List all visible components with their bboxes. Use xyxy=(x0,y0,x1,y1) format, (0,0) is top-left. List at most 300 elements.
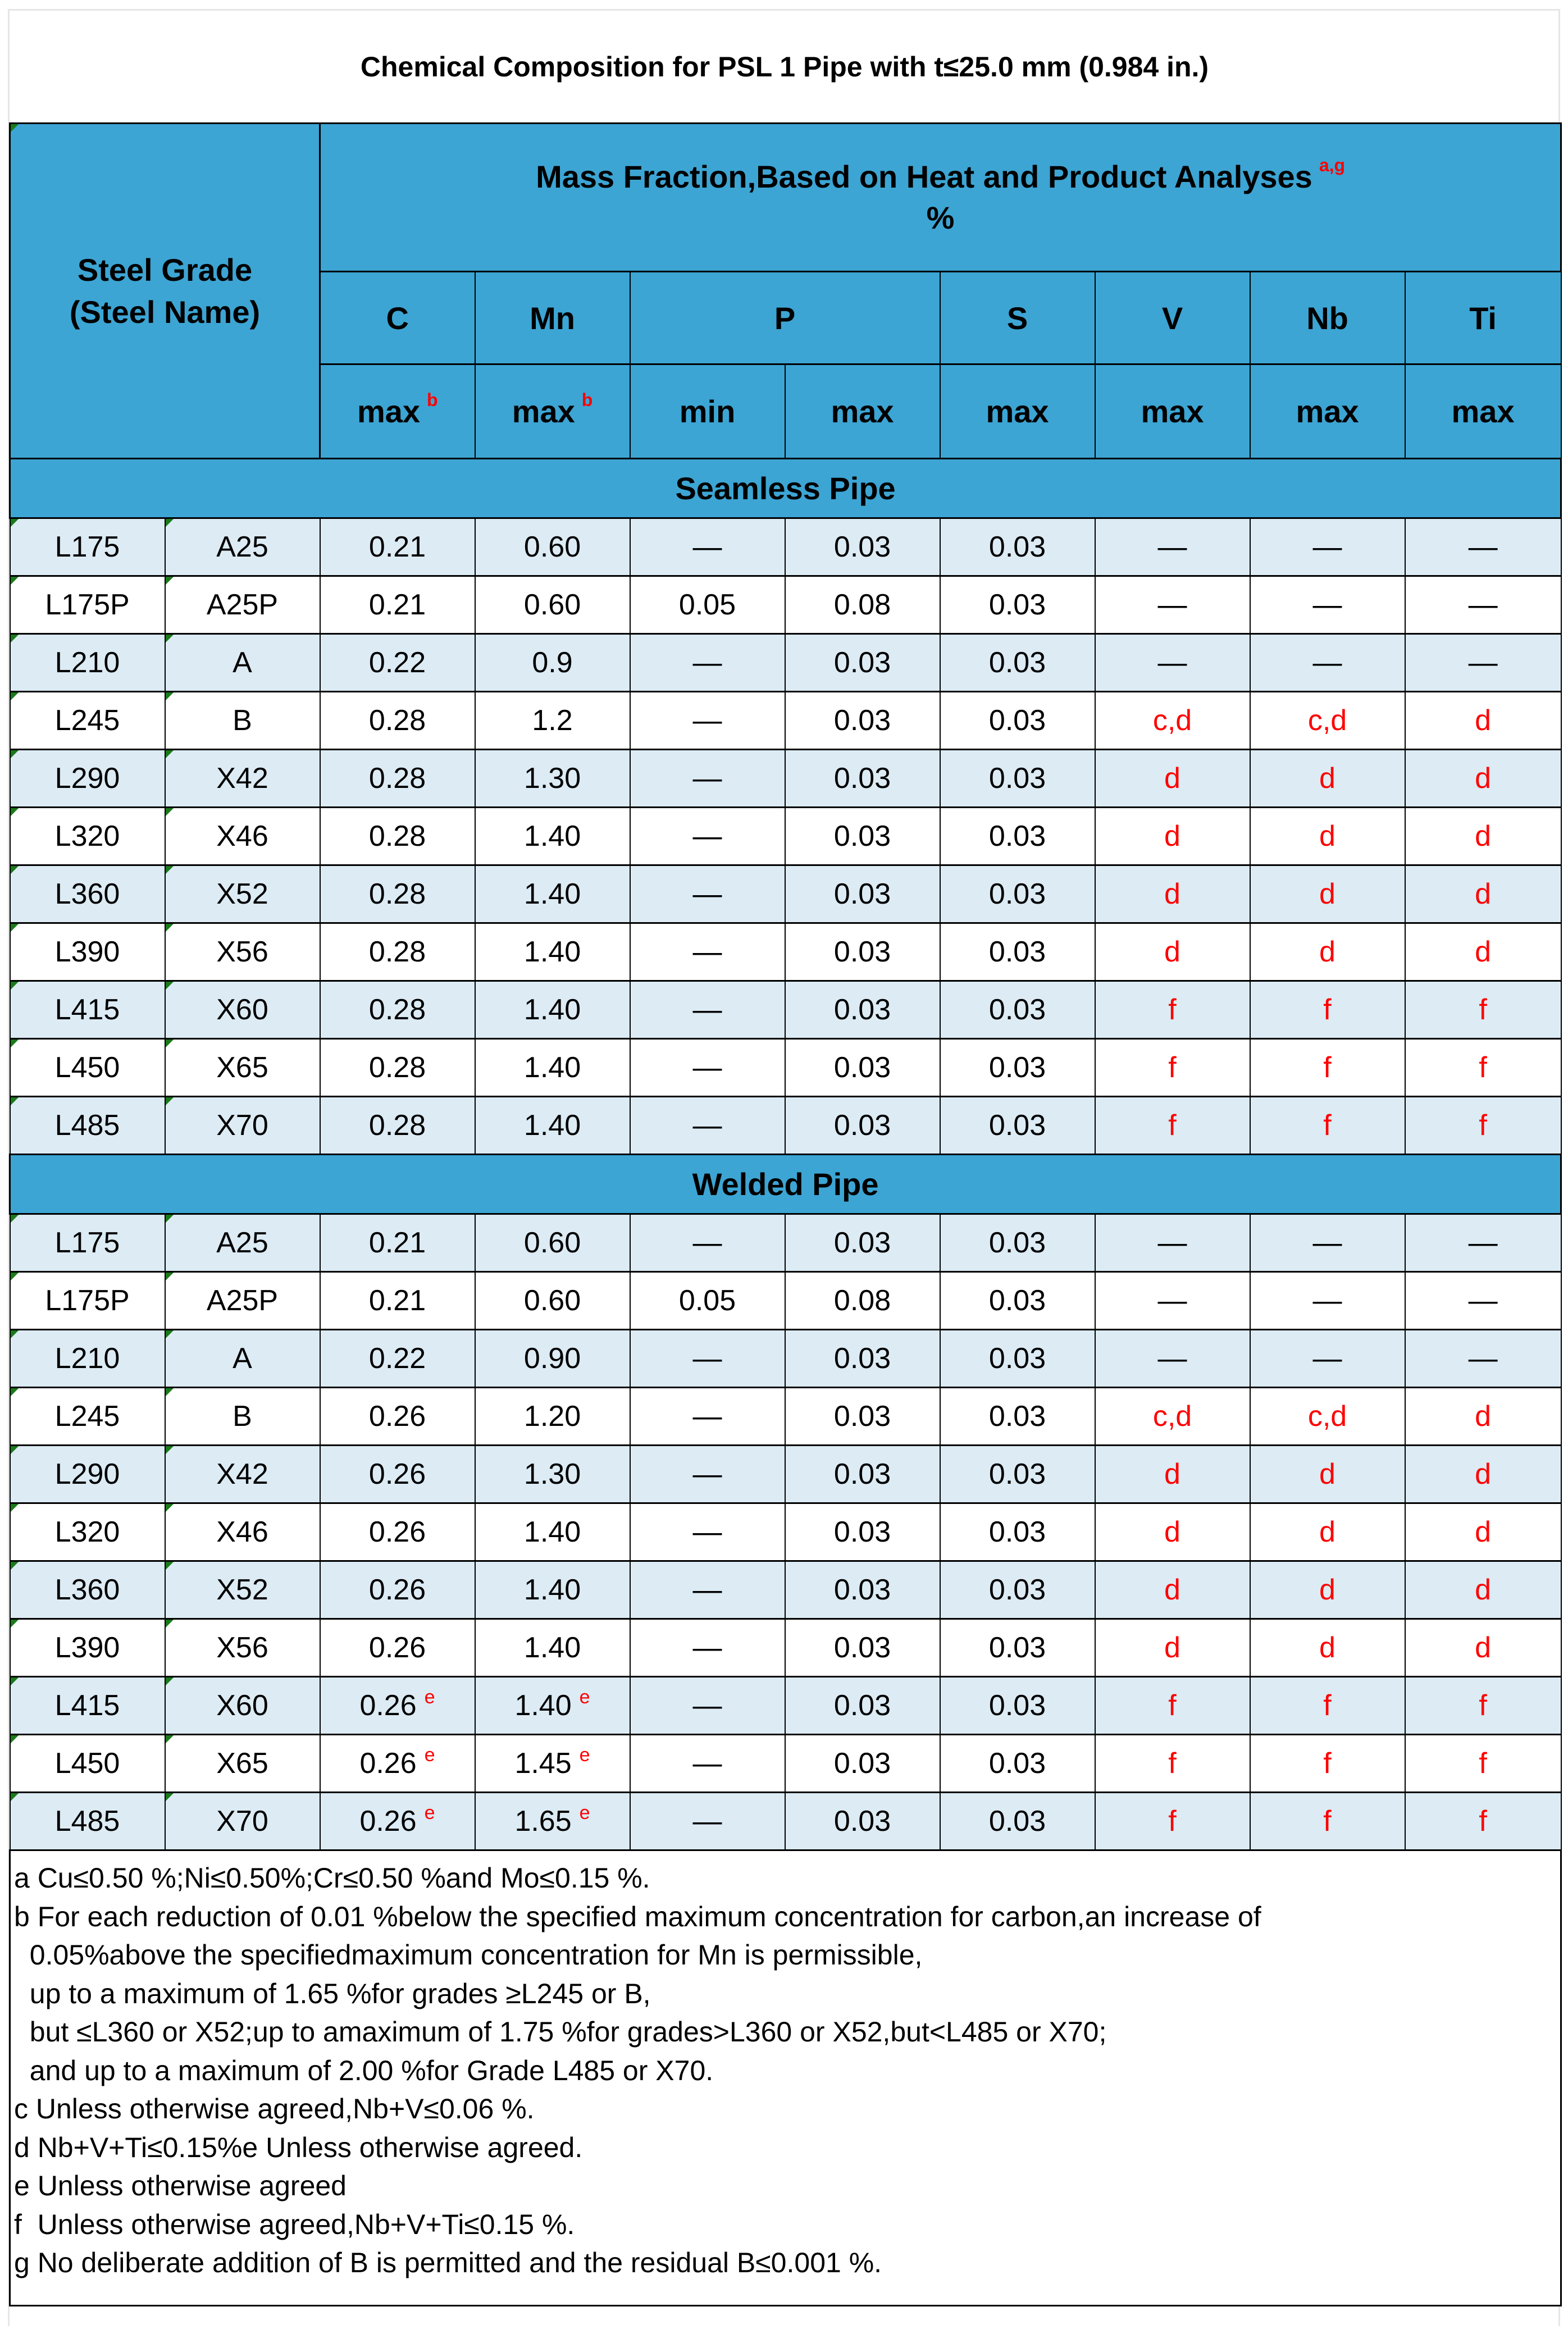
cell-value: 0.21 xyxy=(368,1284,426,1317)
cell-value: 0.03 xyxy=(833,993,891,1026)
v-cell xyxy=(1095,518,1250,576)
v-cell xyxy=(1095,1214,1250,1272)
steel-grade-label: Steel Grade xyxy=(77,252,253,288)
grade-cell xyxy=(10,634,165,692)
cell-value: — xyxy=(1468,589,1498,621)
grade-cell xyxy=(10,981,165,1039)
cell-value: B xyxy=(233,704,252,737)
section-title: Seamless Pipe xyxy=(10,459,1561,518)
cell-value: 0.21 xyxy=(368,1227,426,1259)
p-max-cell xyxy=(785,1388,940,1446)
p-min-cell xyxy=(630,1446,785,1503)
v-cell xyxy=(1095,1039,1250,1097)
section-band xyxy=(10,459,1561,518)
v-cell xyxy=(1095,981,1250,1039)
cell-value: f xyxy=(1479,993,1487,1026)
cell-value: f xyxy=(1479,1051,1487,1084)
cell-value: f xyxy=(1323,1051,1332,1084)
cell-value: — xyxy=(692,646,722,679)
cell-value: — xyxy=(1312,646,1342,679)
cell-value: 0.60 xyxy=(523,531,581,563)
cell-value: — xyxy=(692,1227,722,1259)
p-max-cell xyxy=(785,808,940,865)
c-cell xyxy=(320,1039,475,1097)
p-max-cell xyxy=(785,1503,940,1561)
cell-value: 0.05 xyxy=(678,1284,736,1317)
p-min-cell xyxy=(630,808,785,865)
name-cell xyxy=(165,1735,320,1793)
v-cell xyxy=(1095,923,1250,981)
cell-value: 0.03 xyxy=(988,878,1046,910)
cell-value: 0.26 xyxy=(359,1747,417,1780)
cell-value: c,d xyxy=(1307,704,1347,737)
cell-value: — xyxy=(692,1051,722,1084)
ti-cell xyxy=(1405,576,1561,634)
s-cell xyxy=(940,981,1095,1039)
cell-value: d xyxy=(1475,1458,1492,1490)
cell-value: X46 xyxy=(216,820,268,853)
cell-value: X70 xyxy=(216,1109,268,1142)
grade-cell xyxy=(10,1793,165,1850)
cell-value: L210 xyxy=(54,646,120,679)
p-max-cell xyxy=(785,634,940,692)
ti-cell xyxy=(1405,1677,1561,1735)
cell-value: — xyxy=(1157,589,1187,621)
grade-cell xyxy=(10,1330,165,1388)
mn-cell xyxy=(475,518,630,576)
cell-value: 0.03 xyxy=(988,936,1046,968)
cell-value: 0.03 xyxy=(988,1400,1046,1433)
cell-value: L290 xyxy=(54,762,120,795)
mn-cell xyxy=(475,1735,630,1793)
c-cell xyxy=(320,692,475,750)
cell-value: 1.40 xyxy=(523,1051,581,1084)
v-cell xyxy=(1095,1561,1250,1619)
cell-value: 0.26 xyxy=(359,1689,417,1722)
cell-value: X65 xyxy=(216,1051,268,1084)
table-row xyxy=(10,865,1561,923)
cell-value: — xyxy=(692,1805,722,1838)
mass-fraction-footnote: a,g xyxy=(1319,155,1346,176)
nb-cell xyxy=(1250,1503,1405,1561)
c-cell xyxy=(320,1503,475,1561)
cell-value: 0.22 xyxy=(368,646,426,679)
cell-value: c,d xyxy=(1152,1400,1192,1433)
cell-value: 1.30 xyxy=(523,1458,581,1490)
nb-cell xyxy=(1250,1793,1405,1850)
name-cell xyxy=(165,865,320,923)
mass-fraction-header xyxy=(320,124,1561,272)
p-max-cell xyxy=(785,750,940,808)
table-row xyxy=(10,692,1561,750)
table-row xyxy=(10,518,1561,576)
cell-value: L175 xyxy=(54,531,120,563)
steel-grade-header xyxy=(10,124,320,459)
cell-value: 0.03 xyxy=(988,1805,1046,1838)
cell-value: 0.9 xyxy=(532,646,573,679)
cell-value: — xyxy=(692,704,722,737)
grade-cell xyxy=(10,750,165,808)
cell-value: f xyxy=(1168,993,1177,1026)
mn-cell xyxy=(475,1446,630,1503)
p-max-cell xyxy=(785,1039,940,1097)
element-header-p: P xyxy=(630,271,940,364)
cell-value: — xyxy=(692,820,722,853)
grade-cell xyxy=(10,576,165,634)
cell-value: 0.03 xyxy=(833,762,891,795)
mn-cell xyxy=(475,923,630,981)
v-cell xyxy=(1095,865,1250,923)
nb-cell xyxy=(1250,1214,1405,1272)
p-min-cell xyxy=(630,1619,785,1677)
nb-cell xyxy=(1250,981,1405,1039)
element-header-ti: Ti xyxy=(1405,271,1561,364)
cell-value: X46 xyxy=(216,1516,268,1548)
cell-value: f xyxy=(1168,1109,1177,1142)
cell-value: 0.08 xyxy=(833,589,891,621)
cell-value: — xyxy=(1157,531,1187,563)
cell-value: 0.28 xyxy=(368,936,426,968)
cell-value: L390 xyxy=(54,1631,120,1664)
c-cell xyxy=(320,1677,475,1735)
cell-value: 1.40 xyxy=(523,878,581,910)
table-row xyxy=(10,1330,1561,1388)
cell-value: 1.40 xyxy=(523,1516,581,1548)
s-cell xyxy=(940,576,1095,634)
ti-cell xyxy=(1405,1735,1561,1793)
section-band xyxy=(10,1155,1561,1214)
c-cell xyxy=(320,1388,475,1446)
cell-value: — xyxy=(1312,531,1342,563)
cell-value: 0.03 xyxy=(988,1689,1046,1722)
cell-value: — xyxy=(692,936,722,968)
cell-value: d xyxy=(1164,1631,1180,1664)
p-min-cell xyxy=(630,750,785,808)
header-row-1 xyxy=(10,124,1561,272)
footnote-line: f Unless otherwise agreed,Nb+V+Ti≤0.15 %. xyxy=(14,2208,575,2240)
cell-value: — xyxy=(1468,646,1498,679)
v-cell xyxy=(1095,1446,1250,1503)
cell-value: — xyxy=(1157,646,1187,679)
mn-cell xyxy=(475,1214,630,1272)
name-cell xyxy=(165,1272,320,1330)
c-cell xyxy=(320,1619,475,1677)
grade-cell xyxy=(10,808,165,865)
footnote-marker: e xyxy=(424,1686,435,1708)
cell-value: 0.28 xyxy=(368,993,426,1026)
grade-cell xyxy=(10,865,165,923)
ti-cell xyxy=(1405,923,1561,981)
limit-footnote: b xyxy=(581,390,593,411)
limit-label: max xyxy=(357,394,421,430)
p-max-cell xyxy=(785,1214,940,1272)
cell-value: d xyxy=(1319,936,1335,968)
v-cell xyxy=(1095,1503,1250,1561)
name-cell xyxy=(165,1619,320,1677)
ti-cell xyxy=(1405,1446,1561,1503)
section-title: Welded Pipe xyxy=(10,1155,1561,1214)
footnote-marker: e xyxy=(579,1686,590,1708)
s-cell xyxy=(940,1735,1095,1793)
cell-value: L390 xyxy=(54,936,120,968)
cell-value: 1.40 xyxy=(523,1631,581,1664)
name-cell xyxy=(165,1446,320,1503)
footnote-line: c Unless otherwise agreed,Nb+V≤0.06 %. xyxy=(14,2093,535,2125)
cell-value: 0.60 xyxy=(523,1284,581,1317)
cell-value: 0.03 xyxy=(988,762,1046,795)
footnote-marker: e xyxy=(424,1802,435,1824)
cell-value: L360 xyxy=(54,878,120,910)
cell-value: 0.03 xyxy=(833,531,891,563)
cell-value: d xyxy=(1164,878,1180,910)
c-cell xyxy=(320,981,475,1039)
name-cell xyxy=(165,1677,320,1735)
p-max-cell xyxy=(785,1677,940,1735)
cell-value: L320 xyxy=(54,820,120,853)
ti-cell xyxy=(1405,1039,1561,1097)
table-row xyxy=(10,1388,1561,1446)
s-cell xyxy=(940,634,1095,692)
cell-value: 0.03 xyxy=(988,1631,1046,1664)
footnote-line: but ≤L360 or X52;up to amaximum of 1.75 %for grades>L360 or X52,but<L485 or X70; xyxy=(14,2016,1107,2048)
cell-value: 0.28 xyxy=(368,1051,426,1084)
ti-cell xyxy=(1405,634,1561,692)
ti-cell xyxy=(1405,1272,1561,1330)
nb-cell xyxy=(1250,750,1405,808)
v-cell xyxy=(1095,808,1250,865)
limit-header-nb: max xyxy=(1250,364,1405,459)
s-cell xyxy=(940,1097,1095,1155)
limit-header-c xyxy=(320,364,475,459)
element-header-mn: Mn xyxy=(475,271,630,364)
v-cell xyxy=(1095,634,1250,692)
table-title: Chemical Composition for PSL 1 Pipe with t≤25.0 mm (0.984 in.) xyxy=(360,51,1209,83)
cell-value: 0.60 xyxy=(523,1227,581,1259)
ti-cell xyxy=(1405,1330,1561,1388)
c-cell xyxy=(320,634,475,692)
cell-value: — xyxy=(692,531,722,563)
ti-cell xyxy=(1405,1503,1561,1561)
cell-value: X70 xyxy=(216,1805,268,1838)
v-cell xyxy=(1095,576,1250,634)
cell-value: 0.22 xyxy=(368,1342,426,1375)
name-cell xyxy=(165,1097,320,1155)
grade-cell xyxy=(10,1561,165,1619)
footnote-line: up to a maximum of 1.65 %for grades ≥L245 or B, xyxy=(14,1977,651,2009)
cell-value: 0.03 xyxy=(833,704,891,737)
cell-value: 0.03 xyxy=(833,820,891,853)
p-max-cell xyxy=(785,692,940,750)
s-cell xyxy=(940,692,1095,750)
footnote-marker: e xyxy=(424,1744,435,1766)
cell-value: — xyxy=(1157,1284,1187,1317)
cell-value: — xyxy=(1312,1284,1342,1317)
ti-cell xyxy=(1405,1793,1561,1850)
s-cell xyxy=(940,1214,1095,1272)
c-cell xyxy=(320,923,475,981)
cell-value: 1.40 xyxy=(523,1109,581,1142)
cell-value: — xyxy=(692,1400,722,1433)
cell-value: f xyxy=(1168,1689,1177,1722)
cell-value: — xyxy=(692,1342,722,1375)
cell-value: f xyxy=(1323,993,1332,1026)
cell-value: 1.2 xyxy=(532,704,573,737)
cell-value: L175P xyxy=(45,589,130,621)
cell-value: f xyxy=(1168,1805,1177,1838)
nb-cell xyxy=(1250,808,1405,865)
notes-row xyxy=(10,1850,1561,2306)
nb-cell xyxy=(1250,576,1405,634)
mn-cell xyxy=(475,808,630,865)
table-row xyxy=(10,808,1561,865)
c-cell xyxy=(320,1735,475,1793)
table-row xyxy=(10,1272,1561,1330)
mn-cell xyxy=(475,1039,630,1097)
cell-value: f xyxy=(1168,1051,1177,1084)
c-cell xyxy=(320,1561,475,1619)
nb-cell xyxy=(1250,518,1405,576)
cell-value: 0.03 xyxy=(833,1109,891,1142)
p-max-cell xyxy=(785,1446,940,1503)
cell-value: d xyxy=(1319,1574,1335,1606)
cell-value: 0.03 xyxy=(988,1458,1046,1490)
ti-cell xyxy=(1405,1561,1561,1619)
cell-value: — xyxy=(1157,1227,1187,1259)
v-cell xyxy=(1095,1619,1250,1677)
s-cell xyxy=(940,750,1095,808)
c-cell xyxy=(320,1793,475,1850)
s-cell xyxy=(940,1272,1095,1330)
cell-value: 0.03 xyxy=(988,1516,1046,1548)
cell-value: X56 xyxy=(216,1631,268,1664)
ti-cell xyxy=(1405,750,1561,808)
cell-value: d xyxy=(1319,820,1335,853)
cell-value: 0.03 xyxy=(833,1689,891,1722)
name-cell xyxy=(165,1214,320,1272)
s-cell xyxy=(940,1039,1095,1097)
grade-cell xyxy=(10,1446,165,1503)
cell-value: X60 xyxy=(216,1689,268,1722)
v-cell xyxy=(1095,1272,1250,1330)
p-max-cell xyxy=(785,981,940,1039)
s-cell xyxy=(940,518,1095,576)
cell-value: d xyxy=(1319,1458,1335,1490)
cell-value: 1.30 xyxy=(523,762,581,795)
cell-value: d xyxy=(1164,762,1180,795)
limit-header-p-max: max xyxy=(785,364,940,459)
mass-fraction-label: Mass Fraction,Based on Heat and Product Analyses xyxy=(536,159,1312,195)
cell-value: 0.26 xyxy=(368,1516,426,1548)
c-cell xyxy=(320,865,475,923)
c-cell xyxy=(320,750,475,808)
cell-value: — xyxy=(692,1458,722,1490)
mn-cell xyxy=(475,1677,630,1735)
cell-value: — xyxy=(692,1109,722,1142)
mn-cell xyxy=(475,1619,630,1677)
cell-value: 0.03 xyxy=(988,820,1046,853)
p-min-cell xyxy=(630,692,785,750)
cell-value: 1.20 xyxy=(523,1400,581,1433)
cell-value: 0.03 xyxy=(833,1574,891,1606)
cell-value: L360 xyxy=(54,1574,120,1606)
cell-value: 0.03 xyxy=(988,1342,1046,1375)
element-header-c: C xyxy=(320,271,475,364)
p-max-cell xyxy=(785,1330,940,1388)
cell-value: 0.26 xyxy=(368,1400,426,1433)
cell-value: — xyxy=(692,878,722,910)
cell-value: — xyxy=(1312,1227,1342,1259)
cell-value: f xyxy=(1323,1805,1332,1838)
s-cell xyxy=(940,1503,1095,1561)
composition-table xyxy=(9,122,1562,2306)
p-min-cell xyxy=(630,1097,785,1155)
element-header-nb: Nb xyxy=(1250,271,1405,364)
cell-value: — xyxy=(692,1747,722,1780)
cell-value: A xyxy=(233,646,252,679)
grade-cell xyxy=(10,1619,165,1677)
v-cell xyxy=(1095,1330,1250,1388)
limit-header-p-min: min xyxy=(630,364,785,459)
s-cell xyxy=(940,923,1095,981)
table-row xyxy=(10,1097,1561,1155)
p-max-cell xyxy=(785,518,940,576)
c-cell xyxy=(320,808,475,865)
cell-value: 0.03 xyxy=(833,1227,891,1259)
cell-value: 0.26 xyxy=(368,1574,426,1606)
cell-value: 0.03 xyxy=(988,1051,1046,1084)
name-cell xyxy=(165,1561,320,1619)
p-min-cell xyxy=(630,1735,785,1793)
nb-cell xyxy=(1250,1446,1405,1503)
p-max-cell xyxy=(785,1735,940,1793)
cell-value: d xyxy=(1475,762,1492,795)
p-min-cell xyxy=(630,1561,785,1619)
cell-value: d xyxy=(1164,820,1180,853)
table-row xyxy=(10,1561,1561,1619)
p-max-cell xyxy=(785,576,940,634)
footnote-line: and up to a maximum of 2.00 %for Grade L485 or X70. xyxy=(14,2054,714,2086)
cell-value: — xyxy=(692,1689,722,1722)
mn-cell xyxy=(475,1388,630,1446)
ti-cell xyxy=(1405,981,1561,1039)
limit-label: max xyxy=(512,394,575,430)
cell-value: 0.03 xyxy=(833,1342,891,1375)
v-cell xyxy=(1095,692,1250,750)
cell-value: — xyxy=(1312,589,1342,621)
table-row xyxy=(10,1446,1561,1503)
cell-value: L320 xyxy=(54,1516,120,1548)
cell-value: B xyxy=(233,1400,252,1433)
nb-cell xyxy=(1250,634,1405,692)
nb-cell xyxy=(1250,1677,1405,1735)
cell-value: — xyxy=(692,1574,722,1606)
cell-value: X65 xyxy=(216,1747,268,1780)
s-cell xyxy=(940,1446,1095,1503)
name-cell xyxy=(165,808,320,865)
cell-value: 0.03 xyxy=(988,1227,1046,1259)
nb-cell xyxy=(1250,1388,1405,1446)
p-max-cell xyxy=(785,1272,940,1330)
cell-value: 0.28 xyxy=(368,820,426,853)
grade-cell xyxy=(10,1388,165,1446)
cell-value: f xyxy=(1479,1109,1487,1142)
limit-header-ti: max xyxy=(1405,364,1561,459)
name-cell xyxy=(165,981,320,1039)
nb-cell xyxy=(1250,692,1405,750)
cell-value: f xyxy=(1323,1109,1332,1142)
cell-value: 0.03 xyxy=(988,1747,1046,1780)
cell-value: — xyxy=(692,1631,722,1664)
